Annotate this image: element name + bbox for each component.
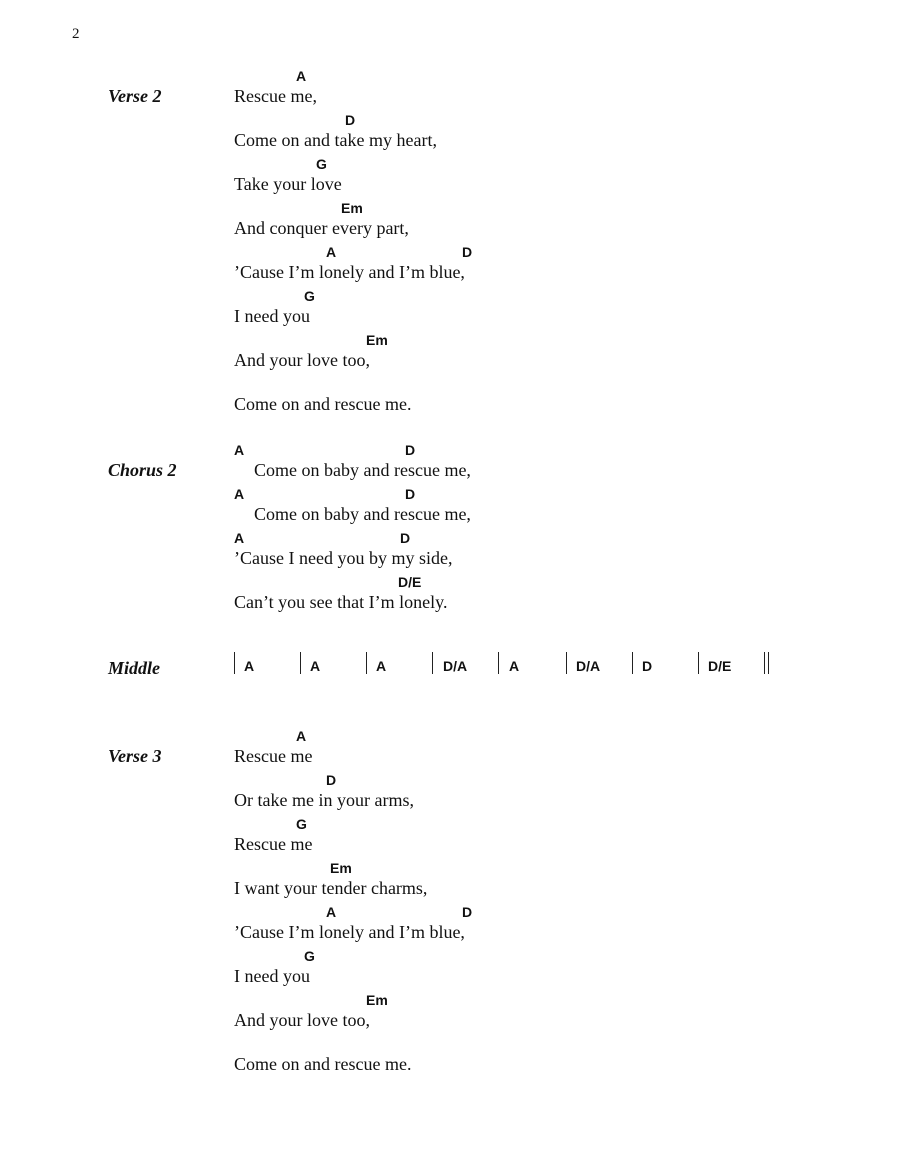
lyric-line: Or take me in your arms,: [234, 790, 414, 810]
bar-chord: D/E: [708, 658, 732, 674]
lyric-line: ’Cause I’m lonely and I’m blue,: [234, 922, 465, 942]
chord: A: [296, 68, 307, 84]
chord: A: [234, 530, 245, 546]
bar-line: [366, 652, 367, 674]
chord: Em: [330, 860, 352, 876]
lyric-line: Can’t you see that I’m lonely.: [234, 592, 448, 612]
lyric-line: ’Cause I’m lonely and I’m blue,: [234, 262, 465, 282]
chord: G: [316, 156, 327, 172]
bar-line: [566, 652, 567, 674]
chord: Em: [366, 332, 388, 348]
chord: D: [462, 244, 473, 260]
lyric-line: Come on and rescue me.: [234, 394, 412, 414]
bar-chord: A: [509, 658, 520, 674]
lyric-line: I need you: [234, 306, 310, 326]
chord: Em: [366, 992, 388, 1008]
lyric-line: Come on and rescue me.: [234, 1054, 412, 1074]
lyric-line: I need you: [234, 966, 310, 986]
bar-line: [300, 652, 301, 674]
lyric-line: Rescue me: [234, 834, 313, 854]
section-label-verse-2: Verse 2: [108, 86, 162, 106]
chord: D: [405, 442, 416, 458]
bar-line: [432, 652, 433, 674]
bar-line: [234, 652, 235, 674]
chord: D: [462, 904, 473, 920]
chord: D/E: [398, 574, 422, 590]
section-label-verse-3: Verse 3: [108, 746, 162, 766]
section-label-chorus-2: Chorus 2: [108, 460, 177, 480]
lyric-line: Take your love: [234, 174, 342, 194]
chord: A: [296, 728, 307, 744]
chord: A: [234, 486, 245, 502]
chord: D: [405, 486, 416, 502]
bar-chord: A: [310, 658, 321, 674]
lyric-line: And your love too,: [234, 350, 370, 370]
chord: D: [345, 112, 356, 128]
bar-chord: A: [376, 658, 387, 674]
bar-chord: D: [642, 658, 653, 674]
chord: A: [234, 442, 245, 458]
chord: D: [400, 530, 411, 546]
bar-chord: D/A: [443, 658, 468, 674]
lyric-line: Rescue me: [234, 746, 313, 766]
bar-line: [698, 652, 699, 674]
lyric-line: Rescue me,: [234, 86, 317, 106]
chord: G: [296, 816, 307, 832]
chord: G: [304, 948, 315, 964]
lyric-line: Come on baby and rescue me,: [254, 504, 471, 524]
chord: G: [304, 288, 315, 304]
lyric-line: ’Cause I need you by my side,: [234, 548, 453, 568]
lyric-line: And your love too,: [234, 1010, 370, 1030]
bar-chord: D/A: [576, 658, 601, 674]
lyric-line: Come on and take my heart,: [234, 130, 437, 150]
chord: D: [326, 772, 337, 788]
chord: A: [326, 904, 337, 920]
lyric-line: And conquer every part,: [234, 218, 409, 238]
lyric-line: I want your tender charms,: [234, 878, 428, 898]
lyric-line: Come on baby and rescue me,: [254, 460, 471, 480]
chord: A: [326, 244, 337, 260]
bar-line: [498, 652, 499, 674]
chord: Em: [341, 200, 363, 216]
bar-line: [632, 652, 633, 674]
final-barline: [764, 652, 765, 674]
bar-chord: A: [244, 658, 255, 674]
section-label-middle: Middle: [108, 658, 160, 678]
page-number: 2: [72, 26, 80, 42]
final-barline: [768, 652, 769, 674]
